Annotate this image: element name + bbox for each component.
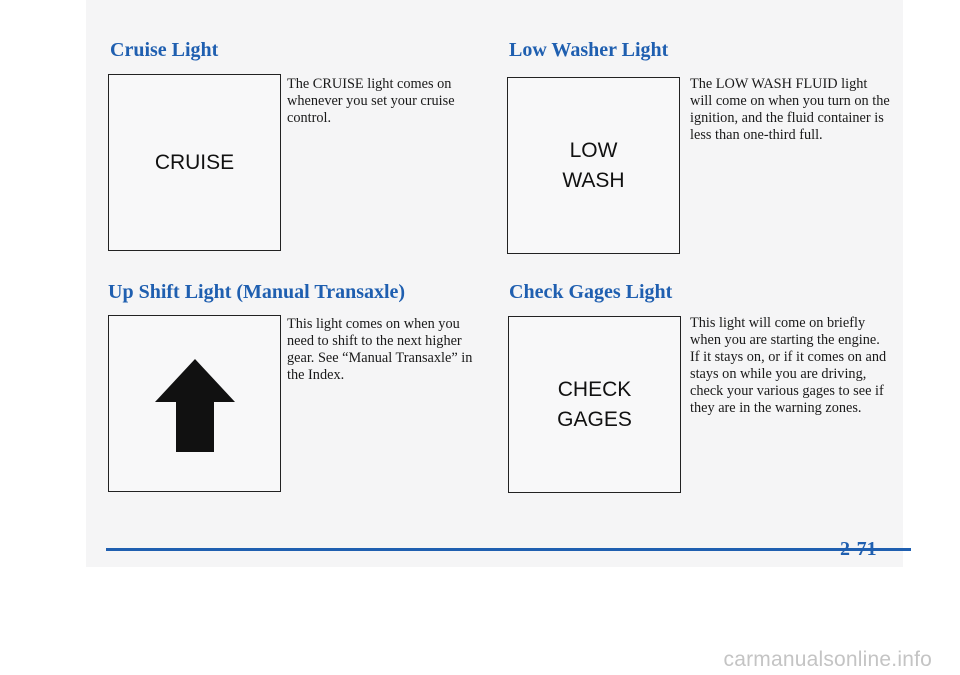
- up-shift-light-heading: Up Shift Light (Manual Transaxle): [108, 281, 406, 303]
- cruise-light-description: The CRUISE light comes on whenever you set your cruise control.: [287, 76, 455, 126]
- up-arrow-shape: [150, 354, 240, 454]
- check-gages-indicator-icon: [508, 316, 681, 493]
- footer-watermark: [0, 648, 960, 672]
- up-shift-light-description: This light comes on when you need to shift to the next higher gear. See “Manual Transaxle” in the Index.: [287, 316, 473, 383]
- footer-rule: [106, 548, 911, 551]
- check-gages-icon-line-2: GAGES: [557, 407, 632, 431]
- check-gages-light-heading: Check Gages Light: [509, 281, 673, 303]
- manual-page: [86, 0, 903, 567]
- cruise-light-heading: Cruise Light: [110, 39, 219, 61]
- cruise-indicator-icon: [108, 74, 281, 251]
- up-arrow-icon: [108, 315, 281, 492]
- low-wash-indicator-icon: [507, 77, 680, 254]
- low-washer-light-description: The LOW WASH FLUID light will come on when you turn on the ignition, and the fluid container is less than one-third full.: [690, 76, 890, 143]
- low-washer-light-heading: Low Washer Light: [509, 39, 669, 61]
- page-number: 2-71: [840, 538, 877, 560]
- low-wash-icon-line-1: LOW: [569, 138, 618, 162]
- check-gages-light-description: This light will come on briefly when you are starting the engine. If it stays on, or if it comes on and stays on while you are driving, check your various gages to see if they are in the warning zones.: [690, 315, 887, 416]
- watermark-text: carmanualsonline.info: [723, 648, 932, 671]
- check-gages-icon-line-1: CHECK: [557, 377, 632, 401]
- cruise-icon-label: CRUISE: [154, 150, 235, 174]
- low-wash-icon-line-2: WASH: [562, 168, 625, 192]
